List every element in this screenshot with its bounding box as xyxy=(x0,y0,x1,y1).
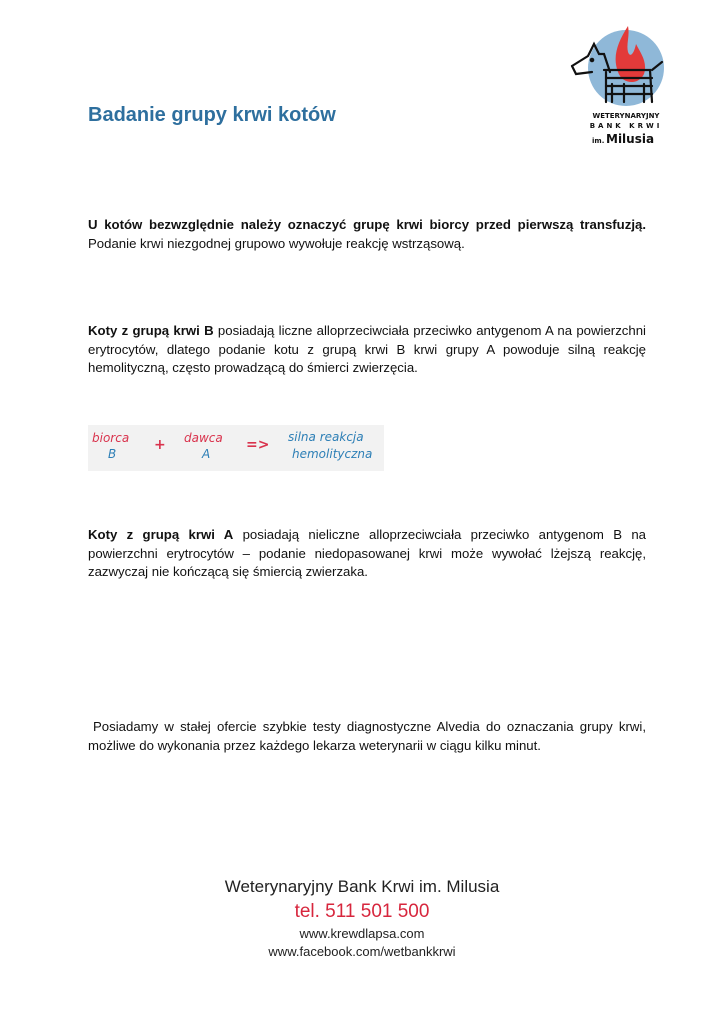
intro-bold: U kotów bezwzględnie należy oznaczyć grupę krwi biorcy przed pierwszą transfuzją. xyxy=(88,217,646,232)
logo-line2: BANK KRWI xyxy=(589,122,663,130)
formula-recipient-label: biorca xyxy=(92,431,130,445)
logo-line3-name: Milusia xyxy=(606,132,655,146)
footer-website-link[interactable]: www.krewdlapsa.com xyxy=(299,926,425,941)
reaction-formula xyxy=(88,425,384,471)
formula-result-line2: hemolityczna xyxy=(292,447,373,461)
formula-plus: + xyxy=(154,437,166,453)
group-a-bold: Koty z grupą krwi A xyxy=(88,527,234,542)
group-b-text: posiadają liczne alloprzeciwciała przeciwko antygenom A na powierzchni erytrocytów, dlatego podanie kotu z grupą krwi B krwi grupy A powoduje silną reakcję hemolityczną, często prowadzącą do śmierci zwierzęcia. xyxy=(88,323,646,375)
intro-text: Podanie krwi niezgodnej grupowo wywołuje reakcję wstrząsową. xyxy=(88,235,465,251)
blood-bank-logo xyxy=(566,22,666,147)
logo-line3-prefix: im. xyxy=(592,137,605,145)
footer-org: Weterynaryjny Bank Krwi im. Milusia xyxy=(224,877,500,896)
group-b-paragraph xyxy=(88,322,646,378)
tests-paragraph: Posiadamy w stałej ofercie szybkie testy diagnostyczne Alvedia do oznaczania grupy krwi, możliwe do wykonania przez każdego lekarza weterynarii w ciągu kilku minut. xyxy=(88,719,646,753)
group-a-paragraph xyxy=(88,526,646,582)
footer-phone[interactable]: tel. 511 501 500 xyxy=(294,901,430,922)
formula-donor-label: dawca xyxy=(184,431,223,445)
formula-donor-group: A xyxy=(202,447,211,461)
group-b-bold: Koty z grupą krwi B xyxy=(88,323,214,338)
footer-facebook-link[interactable]: www.facebook.com/wetbankkrwi xyxy=(268,944,456,959)
page-title: Badanie grupy krwi kotów xyxy=(88,104,336,126)
intro-paragraph xyxy=(88,216,646,253)
group-a-text: posiadają nieliczne alloprzeciwciała przeciwko antygenom B na powierzchni erytrocytów – podanie niedopasowanej krwi może wywołać lżejszą reakcję, zazwyczaj nie kończącą się śmiercią zwierzaka. xyxy=(88,527,647,579)
formula-recipient-group: B xyxy=(108,447,117,461)
formula-result-line1: silna reakcja xyxy=(288,430,364,444)
formula-arrow: => xyxy=(246,437,270,453)
logo-line1: WETERYNARYJNY xyxy=(592,112,660,120)
